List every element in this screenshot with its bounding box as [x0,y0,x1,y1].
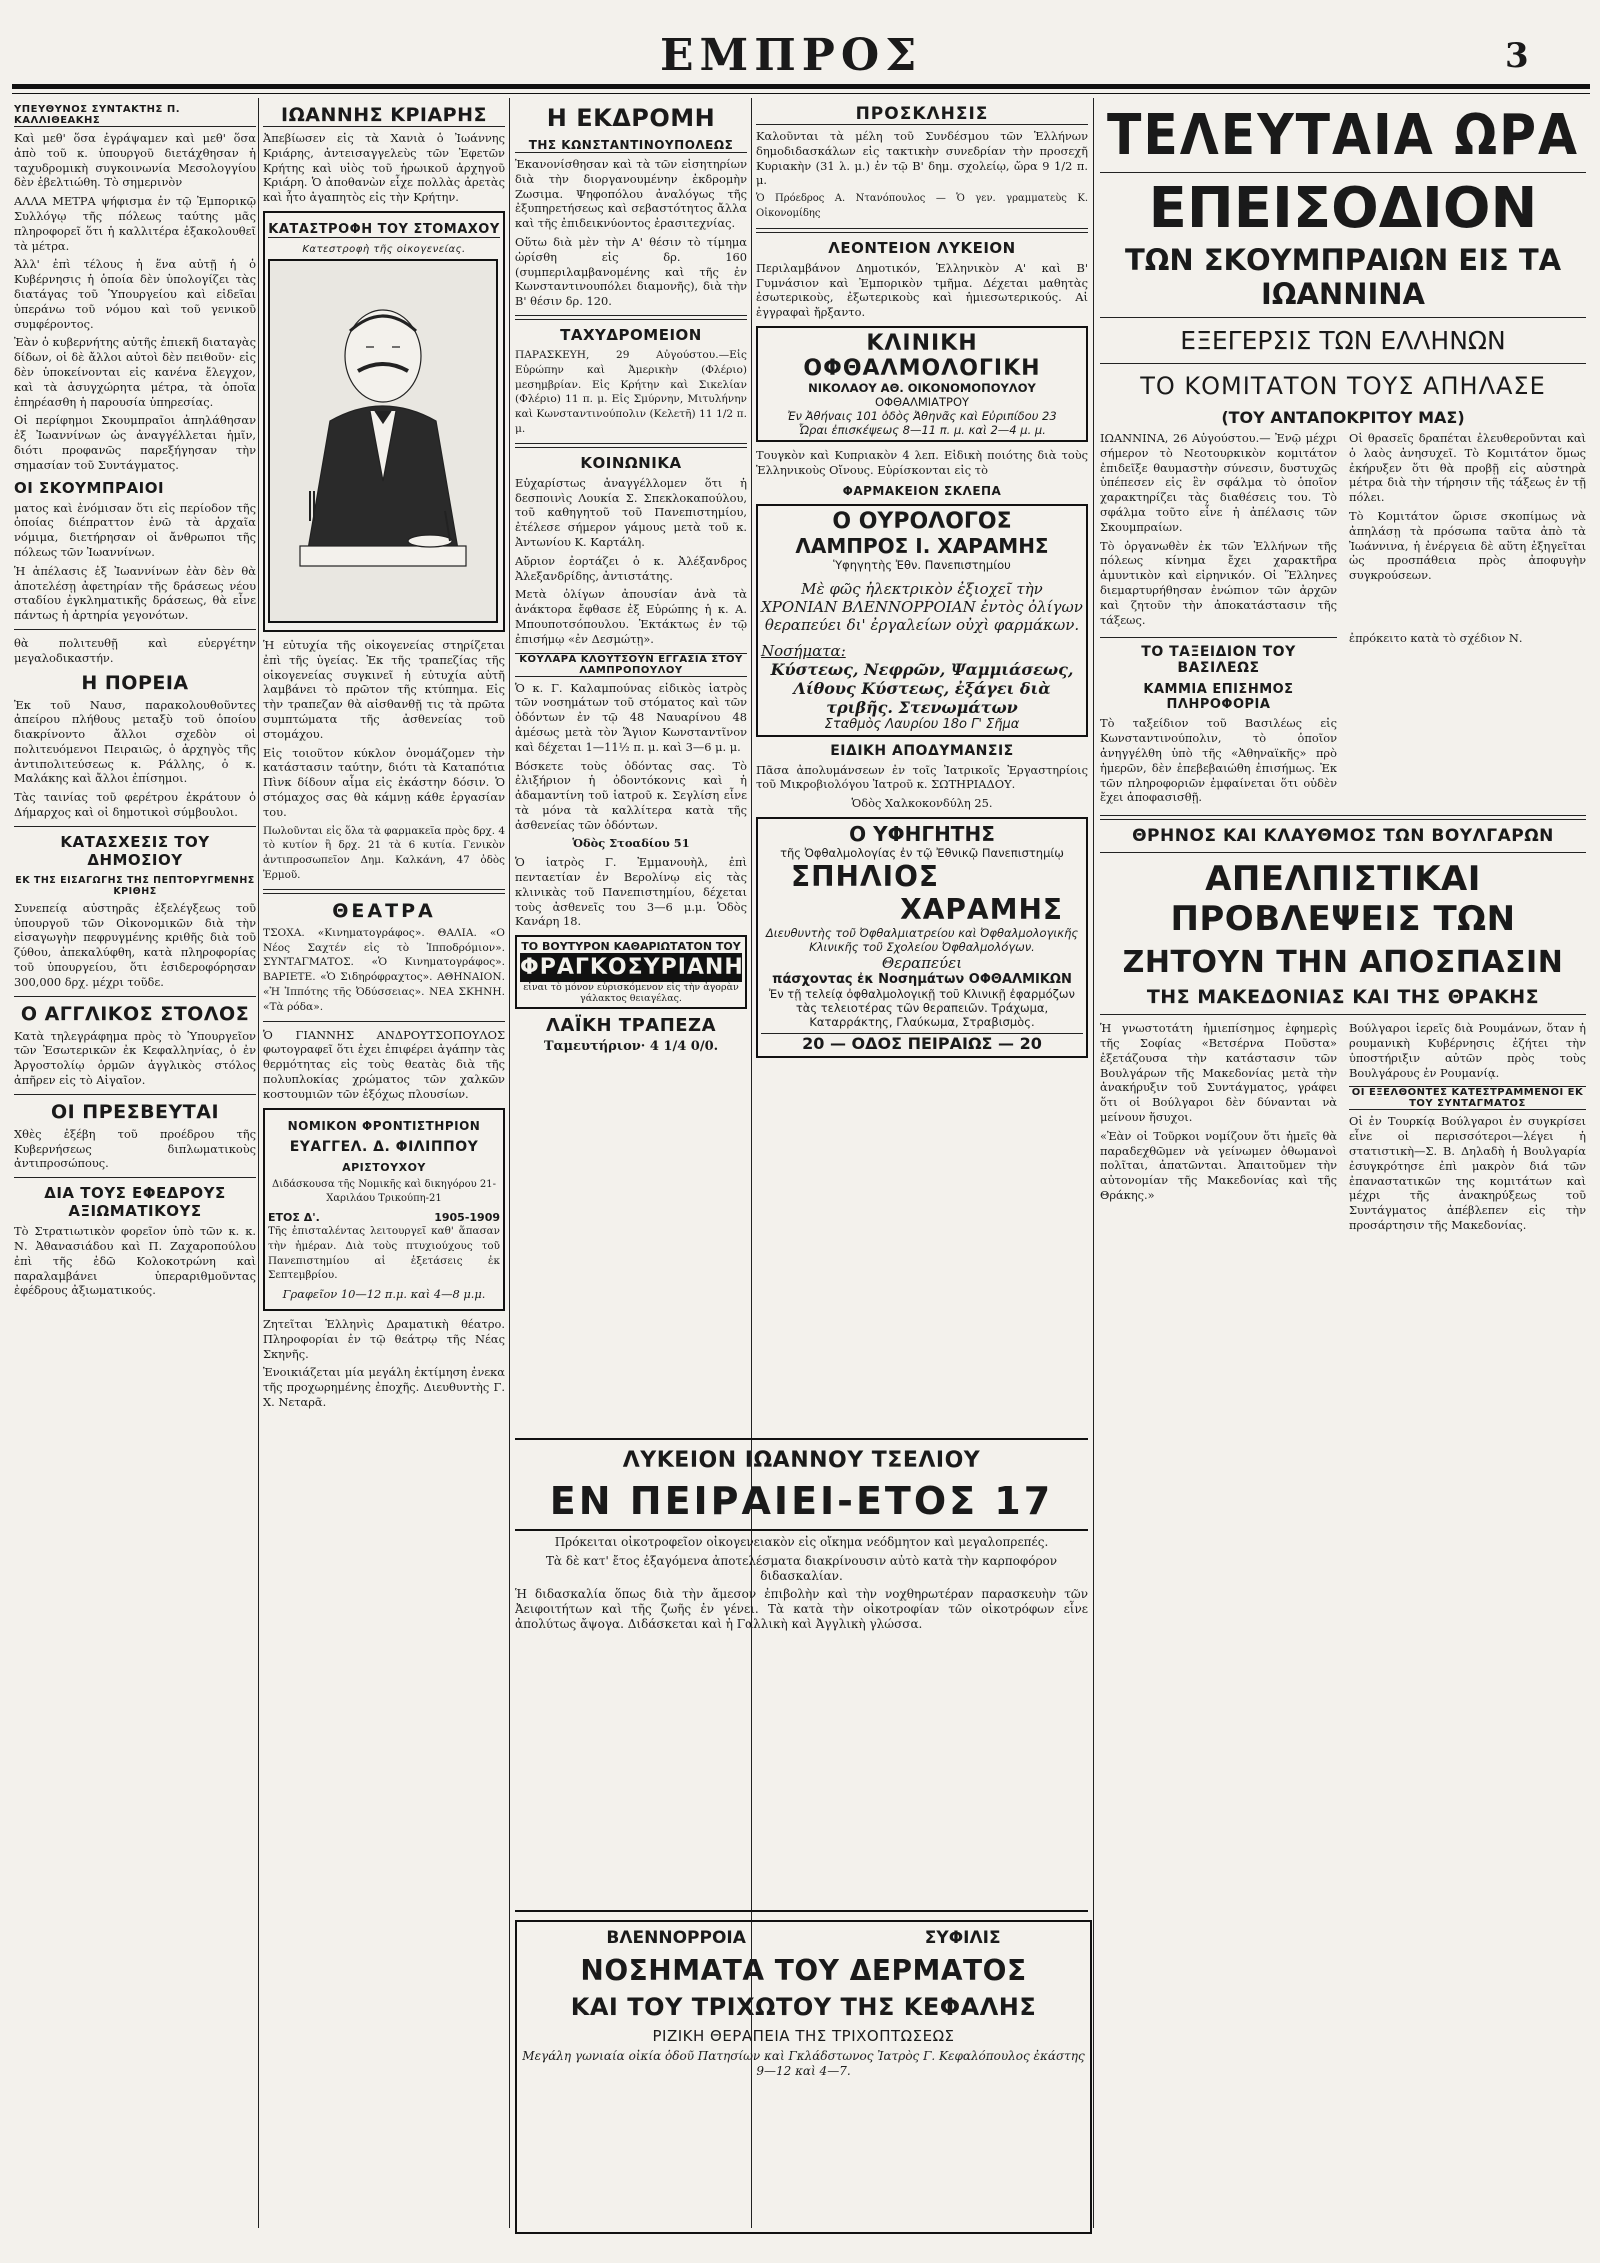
frangosyriani-advert [515,935,747,1009]
headline-theatra: ΘΕΑΤΡΑ [332,899,436,922]
clinic-title-2: ΟΦΘΑΛΜΟΛΟΓΙΚΗ [803,355,1041,381]
subcolumn-left [1100,1021,1337,1237]
clinic-title: ΚΛΙΝΙΚΗ [866,330,978,356]
yfigitis-list: πάσχοντας ἐκ Νοσημάτων ΟΦΘΑΛΜΙΚΩΝ [772,971,1072,987]
savings-rate: Ταμευτήριον· 4 1/4 0/0. [543,1039,719,1055]
double-divider [756,228,1088,233]
tselios-text: Πρόκειται οἰκοτροφεῖον οἰκογενειακὸν εἰς οἴκημα νεόδμητον καὶ μεγαλοπρεπές. [554,1535,1049,1549]
article-text: Αὔριον ἐορτάζει ὁ κ. Ἀλέξανδρος Ἀλεξανδρίδης, ἀντιστάτης. [515,553,747,583]
article-text: ΑΛΛΑ ΜΕΤΡΑ ψήφισμα ἐν τῷ Ἐμπορικῷ Συλλόγῳ τῆς πόλεως ταύτης μᾶς πληροφορεῖ ὅτι ἡ καλλιτέρα ἐξακολουθεῖ τὰ μέτρα. [14,194,256,253]
stomach-advert [263,211,505,632]
column-1 [14,98,256,2238]
frangosyriani-bottom: εἶναι τὸ μόνον εὐρισκόμενον εἰς τὴν ἀγορὰν γάλακτος θειαγέλας. [523,982,739,1005]
article-text: Περιλαμβάνον Δημοτικόν, Ἑλληνικὸν Α' καὶ Β' Γυμνάσιον καὶ Ἐμπορικὸν τμῆμα. Δέχεται μαθητὰς ἐσωτερικοὺς, ἐξωτερικοὺς καὶ ἡμιεσωτερικούς. Αἱ ἐγγραφαὶ ἤρξαντο. [756,260,1088,320]
divider [1100,172,1586,173]
newspaper-title: ΕΜΠΡΟΣ [660,30,923,81]
divider [1100,363,1586,364]
headline-taxydromeion: ΤΑΧΥΔΡΟΜΕΙΟΝ [560,325,702,344]
headline-skoumpraioi: ΟΙ ΣΚΟΥΜΠΡΑΙΟΙ [14,478,165,497]
frangosyriani-name: ΦΡΑΓΚΟΣΥΡΙΑΝΗ [520,955,744,981]
divider [14,1094,256,1095]
headline-poreia: Η ΠΟΡΕΙΑ [81,671,189,694]
dermatology-title: ΝΟΣΗΜΑΤΑ ΤΟΥ ΔΕΡΜΑΤΟΣ [580,1954,1027,1987]
top-rule-thin [12,93,1590,94]
article-text: ἐπρόκειτο κατὰ τὸ σχέδιον Ν. [1349,631,1523,646]
column-3 [515,98,747,1428]
nomikon-name: ΕΥΑΓΓΕΛ. Δ. ΦΙΛΙΠΠΟΥ [289,1138,479,1155]
article-text: Τουγκὸν καὶ Κυπριακὸν 4 λεπ. Εἰδικὴ ποιότης διὰ τοὺς Ἑλληνικοὺς Οἴνους. Εὑρίσκονται εἰς τὸ [756,447,1088,477]
nomikon-etos: ΕΤΟΣ Δ'. [268,1211,320,1225]
article-text: Ὁ ἰατρὸς Γ. Ἐμμανουὴλ, ἐπὶ πενταετίαν ἐν Βερολίνῳ εἰς τὰς κλινικὰς τοῦ Πανεπιστημίου, δέχεται τοὺς ἀσθενεῖς του 3—6 μ.μ. Ὁδὸς Κανάρη 18. [515,855,747,929]
clinic-role: ΟΦΘΑΛΜΙΑΤΡΟΥ [874,394,970,409]
subheadline: ΕΚ ΤΗΣ ΕΙΣΑΓΩΓΗΣ ΤΗΣ ΠΕΠΤΟΡΥΓΜΕΝΗΣ ΚΡΙΘΗΣ [15,874,255,897]
yfigitis-address: 20 — ΟΔΟΣ ΠΕΙΡΑΙΩΣ — 20 [761,1033,1083,1053]
urologist-name: ΛΑΜΠΡΟΣ Ι. ΧΑΡΑΜΗΣ [795,533,1049,558]
article-text: Ἀπεβίωσεν εἰς τὰ Χανιὰ ὁ Ἰωάννης Κριάρης, ἀντεισαγγελεὺς τῶν Ἐφετῶν Κρήτης καὶ υἱὸς τοῦ ἡρωικοῦ ἀρχηγοῦ Κριάρη. Ὁ ἀποθανὼν εἶχε πολλὰς ἀρετὰς καὶ ἦτο ἀγαπητὸς εἰς τὴν Κρήτην. [263,131,505,205]
article-text: Οἱ θρασεῖς δραπέται ἐλευθεροῦνται καὶ ὁ λαὸς ἀνησυχεῖ. Τὸ Κομιτάτον ὅμως ἐκήρυξεν ὅτι θὰ προβῇ εἰς αὐστηρὰ μέτρα διὰ τὴν τήρησιν τῆς τάξεως ἐν τῇ πόλει. [1349,431,1586,505]
column-4 [756,98,1088,1428]
address-line: Ὁδὸς Στοαδίου 51 [572,836,690,851]
page-number: 3 [1505,36,1529,76]
theatre-listings: ΤΣΟΧΑ. «Κινηματογράφος». ΘΑΛΙΑ. «Ο Νέος Σαχτέν εἰς τὸ Ἱπποδρόμιον». ΣΥΝΤΑΓΜΑΤΟΣ. «Ὁ Κινηματογράφος». ΒΑΡΙΕΤΕ. «Ὁ Σιδηρόφραχτος». ΑΘΗΝΑΙΟΝ. «Ἡ Ἱππότης τῆς Ὀδύσσειας». ΝΕΑ ΣΚΗΝΗ. «Τὰ ρόδα». [263,926,505,1013]
article-text: Καλοῦνται τὰ μέλη τοῦ Συνδέσμου τῶν Ἑλλήνων δημοδιδασκάλων εἰς τακτικὴν συνεδρίαν τὴν προσεχῆ Κυριακὴν (31 λ. μ.) ἐν τῷ Β' δημ. σχολείῳ, ὥρα 9 1/2 π. μ. [756,129,1088,188]
urologist-address: Σταθμὸς Λαυρίου 18ο Γ' Σῆμα [824,716,1020,732]
article-text: Ἐκ τοῦ Ναυσ, παρακολουθοῦντες ἀπείρου πλήθους μεταξὺ τοῦ ὁποίου διακρίνοντο ἄλλοι σχεδὸν οἱ πολιτευόμενοι Πειραιῶς, ὁ ἀρχηγὸς τῆς ἀντιπολιτεύσεως κ. Ράλλης, ὁ κ. Μαλάκης καὶ ἄλλοι ἐπίσημοι. [14,697,256,786]
koulara-header: ΚΟΥΛΑΡΑ ΚΛΟΥΤΣΟΥΝ ΕΓΓΑΣΙΑ ΣΤΟΥ ΛΑΜΠΡΟΠΟΥΛΟΥ [515,653,747,677]
dermatology-title-2: ΚΑΙ ΤΟΥ ΤΡΙΧΩΤΟΥ ΤΗΣ ΚΕΦΑΛΗΣ [570,1993,1037,2021]
top-rule [12,84,1590,89]
article-text: Εὐχαρίστως ἀναγγέλλομεν ὅτι ἡ δεσποινὶς Λουκία Σ. Σπεκλοκαπούλου, τοῦ καθηγητοῦ τοῦ Πανεπιστημίου, ἐτέλεσε σήμερον γάμους μετὰ τοῦ κ. Ἀντωνίου Κ. Καρτάλη. [515,475,747,549]
tselios-text: Τὰ δὲ κατ' ἔτος ἐξαγόμενα ἀποτελέσματα διακρίνουσιν αὐτὸ κατὰ τὴν καρποφόρον διδασκαλίαν. [545,1553,1058,1583]
man-at-table-illustration [270,261,496,621]
portrait-illustration [268,259,498,623]
article-text: Οὕτω διὰ μὲν τὴν Α' θέσιν τὸ τίμημα ὡρίσθη εἰς δρ. 160 (συμπεριλαμβανομένης καὶ τῆς ἐν Κωνσταντινουπόλει διαμονῆς), διὰ τὴν Β' θέσιν δρ. 120. [515,234,747,309]
headline-kriaris: ΙΩΑΝΝΗΣ ΚΡΙΑΡΗΣ [263,104,505,127]
nomikon-text: Τῆς ἐπισταλέντας λειτουργεῖ καθ' ἅπασαν τὴν ἡμέραν. Διὰ τοὺς πτυχιούχους τοῦ Πανεπιστημίου αἱ ἐξετάσεις ἐκ Σεπτεμβρίου. [268,1225,500,1282]
subcolumn-right [1349,631,1586,809]
yfigitis-therapy-label: Θεραπεύει [881,953,963,972]
headline-epeisodion: ΕΠΕΙΣΟΔΙΟΝ [1148,176,1538,241]
double-divider [263,889,505,894]
urologist-text: Μὲ φῶς ἠλεκτρικὸν ἐξιοχεῖ τὴν ΧΡΟΝΙΑΝ ΒΛΕΝΝΟΡΡΟΙΑΝ ἐντὸς ὀλίγων θεραπεύει δι' ἐργαλείων οὐχὶ φαρμάκων. [761,579,1083,634]
two-column-block [1100,1021,1586,1237]
headline-zitoun: ΖΗΤΟΥΝ ΤΗΝ ΑΠΟΣΠΑΣΙΝ [1122,945,1564,981]
article-text: Πωλοῦνται εἰς ὅλα τὰ φαρμακεῖα πρὸς δρχ. 4 τὸ κυτίον ἢ δρχ. 21 τὰ 6 κυτία. Γενικὸν ἀντιπροσωπεῖον Δημ. Καλκάνη, 47 ὁδὸς Ἑρμοῦ. [263,824,505,881]
headline-prosklisis: ΠΡΟΣΚΛΗΣΙΣ [756,104,1088,125]
headline-makedonias: ΤΗΣ ΜΑΚΕΔΟΝΙΑΣ ΚΑΙ ΤΗΣ ΘΡΑΚΗΣ [1146,986,1540,1009]
article-text: Κατὰ τηλεγράφημα πρὸς τὸ Ὑπουργεῖον τῶν Ἐσωτερικῶν ἐκ Κεφαλληνίας, ὁ ἐν Ἀργοστολίῳ ὁρμῶν ἀγγλικὸς στόλος ἀπῆρεν εἰς τὸ Αἰγαῖον. [14,1028,256,1088]
clinic-doctor: ΝΙΚΟΛΑΟΥ ΑΘ. ΟΙΚΟΝΟΜΟΠΟΥΛΟΥ [808,380,1036,395]
article-text: Οἱ περίφημοι Σκουμπραῖοι ἀπηλάθησαν ἐξ Ἰωαννίνων ὡς ἀναγγέλλεται ἡμῖν, διότι προφανῶς παρεξήγησαν τὴν σημασίαν τοῦ Συντάγματος. [14,413,256,472]
yfigitis-text-2: Ἐν τῇ τελείᾳ ὀφθαλμολογικῇ τοῦ Κλινικῇ ἐφαρμόζων τὰς τελειοτέρας τῶν θεραπειῶν. Τράχωμα, Καταρράκτης, Γλαύκωμα, Στραβισμὸς. [769,986,1075,1029]
divider [1100,637,1337,638]
divider [14,1177,256,1178]
yfigitis-sub: τῆς Ὀφθαλμολογίας ἐν τῷ Ἐθνικῷ Πανεπιστημίῳ [780,845,1064,860]
subcolumn-right [1349,1021,1586,1237]
headline-efedroi: ΔΙΑ ΤΟΥΣ ΕΦΕΔΡΟΥΣ ΑΞΙΩΜΑΤΙΚΟΥΣ [44,1184,226,1221]
article-text: Ζητεῖται Ἑλληνὶς Δραματικὴ θέατρο. Πληροφορίαι ἐν τῷ θεάτρῳ τῆς Νέας Σκηνῆς. [263,1317,505,1361]
two-column-block [1100,631,1586,809]
headline-antapokritou: (ΤΟΥ ΑΝΤΑΠΟΚΡΙΤΟΥ ΜΑΣ) [1221,408,1465,427]
headline-taxeidion: ΤΟ ΤΑΞΕΙΔΙΟΝ ΤΟΥ ΒΑΣΙΛΕΩΣ [1141,644,1296,677]
article-text: Ἡ ἀπέλασις ἐξ Ἰωαννίνων ἐὰν δὲν θὰ ἀποτελέσῃ ἀφετηρίαν τῆς δράσεως νέου σταδίου ἐγκληματικῆς δράσεως, θὰ εἶνε πάντως ἡ ἀρτηρία γεγονότων. [14,563,256,623]
headline-teleutaia-ora: ΤΕΛΕΥΤΑΙΑ ΩΡΑ [1106,103,1580,168]
headline-koinonika: ΚΟΙΝΩΝΙΚΑ [580,453,682,472]
urologist-title: Ο ΟΥΡΟΛΟΓΟΣ [832,508,1012,534]
article-text: Τὸ Στρατιωτικὸν φορεῖον ὑπὸ τῶν κ. κ. Ν. Ἀθανασιάδου καὶ Π. Ζαχαροπούλου ἐπὶ τῆς ἐδῶ Κολοκοτρώνη καὶ παραλαμβάνει ὑπεραριθμοῦντας ἐφέδρους ἀξιωματικούς. [14,1224,256,1298]
article-text: «Ἐὰν οἱ Τοῦρκοι νομίζουν ὅτι ἡμεῖς θὰ παραδεχθῶμεν νὰ γείνωμεν ὀθωμανοὶ πολῖται, ἀπατῶνται. Ἀπαιτοῦμεν τὴν αὐτονομίαν τῆς Μακεδονίας καὶ τῆς Θράκης.» [1100,1128,1337,1202]
urologist-diseases-label: Νοσήματα: [761,641,846,660]
headline-kammia: ΚΑΜΜΙΑ ΕΠΙΣΗΜΟΣ ΠΛΗΡΟΦΟΡΙΑ [1143,682,1294,713]
clinic-advert [756,326,1088,442]
article-text: Καὶ μεθ' ὅσα ἐγράψαμεν καὶ μεθ' ὅσα ἀπὸ τοῦ κ. ὑπουργοῦ διετάχθησαν ἡ ταχυδρομικὴ συγκοινωνία Μεσολογγίου δὲν ἐβελτιώθη. Τὸ σημερινὸν [14,131,256,190]
headline-ekdromi: Η ΕΚΔΡΟΜΗ [546,104,716,132]
article-text: Χθὲς ἐξέβη τοῦ προέδρου τῆς Κυβερνήσεως διπλωματικοὺς ἀντιπροσώπους. [14,1126,256,1171]
article-text: Ἐὰν ὁ κυβερνήτης αὐτῆς ἐπιεκῆ διαταγὰς δίδων, οἱ δὲ ἄλλοι αὐτοὶ δὲν πειθοῦν· εἰς δὲν ὑποκείνονται εἰς κανένα ἔλεγχον, καὶ τὰ ἀσυγχώρητα μέτρα, τὰ ὁποῖα ἐπηρέασθη ἡ παρουσία ὑπηρεσίας. [14,335,256,409]
subcolumn-left [1100,431,1337,631]
nomikon-hours: Γραφεῖον 10—12 π.μ. καὶ 4—8 μ.μ. [282,1287,486,1302]
article-text: ΙΩΑΝΝΙΝΑ, 26 Αὐγούστου.— Ἐνῷ μέχρι σήμερον τὸ Νεοτουρκικὸν κομιτάτον ἐπιδεῖξε θαυμαστὴν σύνεσιν, δυστυχῶς ὑπέπεσεν εἰς ἓν σφάλμα τὸ ὁποῖον χαρακτηρίζει τὰς διαθέσεις του. Τὸ σφάλμα τοῦτο εἶνε ἡ ἀπέλασις τῶν Σκουμπραίων. [1100,431,1337,534]
nomikon-title: ΝΟΜΙΚΟΝ ΦΡΟΝΤΙΣΤΗΡΙΟΝ [287,1118,481,1133]
yfigitis-first-name: ΣΠΗΛΙΟΣ [791,859,940,893]
article-text: Ὁ ΓΙΑΝΝΗΣ ΑΝΔΡΟΥΤΣΟΠΟΥΛΟΣ φωτογραφεῖ ὅτι ἐχει ἐπιφέρει ἀγάπην τὰς θερμότητας εἰς τοὺς θεατὰς διὰ τῆς πολυπλοκίας χρώματος τῶν χαλκῶν κοστουμιῶν τῶν ἐξόχως πλουσίων. [263,1027,505,1101]
nomikon-address: Διδάσκουσα τῆς Νομικῆς καὶ δικηγόρου 21-Χαριλάου Τρικούπη-21 [272,1178,496,1205]
divider [1100,1014,1586,1015]
divider [14,826,256,827]
article-text: Τὸ Κομιτάτον ὥρισε σκοπίμως νὰ ἀπηλάσῃ τὰ πρόσωπα ταῦτα ἀπὸ τὰ Ἰωάννινα, ἡ ἐνέργεια δὲ αὕτη ἐξηγεῖται ὡς προσπάθεια πρὸς ἀποφυγὴν συγκρούσεων. [1349,508,1586,583]
dermatology-header-row [517,1928,1090,1948]
dermatology-advert [515,1920,1092,2234]
headline-thrinos: ΘΡΗΝΟΣ ΚΑΙ ΚΛΑΥΘΜΟΣ ΤΩΝ ΒΟΥΛΓΑΡΩΝ [1132,826,1554,847]
article-text: Ἡ εὐτυχία τῆς οἰκογενείας στηρίζεται ἐπὶ τῆς ὑγείας. Ἐκ τῆς τραπεζίας τῆς οἰκογενείας συγκινεῖ ἡ εὐτυχία αὐτῆ λαμβάνει τὸ πρῶτον τῆς κτύπημα. Εἰς τὴν τραπεζαν θὰ αἰσθανθῇ τις τὰ πρῶτα συμπτώματα τῆς ἀσθενείας τοῦ στομάχου. [263,637,505,741]
article-text: ματος καὶ ἐνόμισαν ὅτι εἰς περίοδον τῆς ὁποίας διέπραττον ἐνῶ τὰ ἀρχαῖα νόμιμα, διετήρησαν οἱ ἄνθρωποι τῆς πόλεως τῶν Ἰωαννίνων. [14,500,256,559]
headline-skoumpraion: ΤΩΝ ΣΚΟΥΜΠΡΑΙΩΝ ΕΙΣ ΤΑ ΙΩΑΝΝΙΝΑ [1124,243,1562,311]
article-text: Βόσκετε τοὺς ὀδόντας σας. Τὸ ἐλιξήριον ἡ ὀδοντόκονις καὶ ἡ ἀδαμαντίνη τοῦ ἰατροῦ κ. Σεγλίση εἶνε τὰ μόνα τὰ καλλίτερα κατὰ τῆς ἀσθενείας τῶν ὀδόντων. [515,758,747,832]
double-divider [515,443,747,448]
article-text: Τὸ ταξείδιον τοῦ Βασιλέως εἰς Κωνσταντινούπολιν, τὸ ὁποῖον ἀνηγγέλθη ὑπὸ τῆς «Ἀθηναϊκῆς» πρὸ ἡμερῶν, δὲν ἐπεβεβαιώθη ἐπισήμως. Ἐκ τῶν πληροφοριῶν ἐμφαίνεται ὅτι οὐδὲν ἔχει ἀποφασισθῇ. [1100,716,1337,805]
headline-laiki-trapeza: ΛΑΪΚΗ ΤΡΑΠΕΖΑ [545,1015,717,1037]
divider [14,996,256,997]
byline: ΥΠΕΥΘΥΝΟΣ ΣΥΝΤΑΚΤΗΣ Π. ΚΑΛΛΙΘΕΑΚΗΣ [14,104,256,127]
pharmacy-name: ΦΑΡΜΑΚΕΙΟΝ ΣΚΛΕΠΑ [842,483,1002,498]
clinic-hours: Ὧραι ἐπισκέψεως 8—11 π. μ. καὶ 2—4 μ. μ. [798,422,1046,437]
dermatology-blenn: ΒΛΕΝΝΟΡΡΟΙΑ [606,1928,746,1948]
column-2 [263,98,505,2238]
signatures: Ὁ Πρόεδρος Α. Ντανόπουλος — Ὁ γεν. γραμματεὺς Κ. Οἰκονομίδης [756,193,1088,219]
clinic-address: Ἐν Ἀθήναις 101 ὁδὸς Ἀθηνᾶς καὶ Εὐριπίδου 23 [787,408,1057,423]
nomikon-years: 1905-1909 [434,1211,500,1225]
divider [1100,317,1586,318]
column-divider [509,98,510,2228]
headline-leonteion: ΛΕΟΝΤΕΙΟΝ ΛΥΚΕΙΟΝ [828,238,1016,257]
article-text: Ἡ γνωστοτάτη ἡμιεπίσημος ἐφημερὶς τῆς Σοφίας «Βετσέρνα Ποῦστα» ἐξετάζουσα τὴν κατάστασιν τῶν Βουλγάρων τῆς Μακεδονίας μετὰ τὴν ἀνακήρυξιν τοῦ Συντάγματος, γράφει ὅτι οἱ Βούλγαροι δὲν δύνανται νὰ μείνουν ἥσυχοι. [1100,1021,1337,1124]
headline-presveutai: ΟΙ ΠΡΕΣΒΕΥΤΑΙ [50,1100,220,1123]
yfigitis-text: Διευθυντὴς τοῦ Ὀφθαλμιατρείου καὶ Ὀφθαλμολογικῆς Κλινικῆς τοῦ Σχολείου Ὀφθαλμολόγων. [765,925,1079,954]
nomikon-subname: ΑΡΙΣΤΟΥΧΟΥ [342,1160,426,1174]
column-5 [1100,98,1586,2238]
yfigitis-title: Ο ΥΦΗΓΗΤΗΣ [849,821,995,846]
article-text: Οἱ ἐν Τουρκίᾳ Βούλγαροι ἐν συγκρίσει εἶνε οἱ περισσότεροι—λέγει ἡ στατιστικὴ—Σ. Β. Δηλαδὴ ἡ Βουλγαρία ἐσυγκρότησε ἐπὶ μακρὸν διά τῶν ἐπαναστατικῶν της κομιτάτων καὶ μέχρι τῆς ἀνακηρύξεως τοῦ Συντάγματος ἀπέβλεπεν εἰς τὴν προσάρτησιν τῆς Μακεδονίας. [1349,1114,1586,1232]
column-divider [1093,98,1094,2228]
headline-apelpistikai: ΑΠΕΛΠΙΣΤΙΚΑΙ ΠΡΟΒΛΕΨΕΙΣ ΤΩΝ [1170,859,1516,940]
address-line: Ὁδὸς Χαλκοκονδύλη 25. [851,796,993,811]
double-divider [1100,815,1586,820]
urologist-role: Ὑφηγητὴς Ἐθν. Πανεπιστημίου [833,557,1011,572]
nomikon-year-row [268,1211,500,1224]
divider [14,629,256,630]
divider [1100,852,1586,853]
advert-title: ΚΑΤΑΣΤΡΟΦΗ ΤΟΥ ΣΤΟΜΑΧΟΥ [268,221,500,237]
dermatology-syfilis: ΣΥΦΙΛΙΣ [924,1928,1001,1948]
two-column-block [1100,431,1586,631]
dermatology-address: Μεγάλη γωνιαία οἰκία ὁδοῦ Πατησίων καὶ Γκλάδστωνος Ἰατρὸς Γ. Κεφαλόπουλος ἐκάστης 9—12 καὶ 4—7. [522,2049,1085,2078]
article-text: Ἀλλ' ἐπὶ τέλους ἡ ἕνα αὐτῇ ἡ ὁ Κυβέρνησις ἡ ὁποία δὲν ὑπολογίζει τὰς διατάγας τοῦ Ὑπουργείου καὶ εἰδεῖαι ὑπεράνω τοῦ νόμου καὶ τοῦ γενικοῦ συμφέροντος. [14,257,256,331]
urologist-diseases: Κύστεως, Νεφρῶν, Ψαμμιάσεως, Λίθους Κύστεως, ἐξάγει διὰ τριβῆς. Στενωμάτων [770,659,1074,717]
double-divider [515,315,747,320]
column-divider [258,98,259,2228]
subcolumn-right [1349,431,1586,631]
article-text: Πᾶσα ἀπολυμάνσεων ἐν τοῖς Ἰατρικοῖς Ἐργαστηρίοις τοῦ Μικροβιολόγου Ἰατροῦ κ. ΣΩΤΗΡΙΑΔΟΥ. [756,762,1088,792]
article-text: Τὸ ὀργανωθὲν ἐκ τῶν Ἑλλήνων τῆς πόλεως κίνημα ἔχει χαρακτῆρα ἀμυντικὸν καὶ εἰρηνικόν. Οἱ Ἕλληνες διεμαρτυρήθησαν ἐνώπιον τῶν ἀρχῶν καὶ ζητοῦν τὴν ἀποκατάστασιν τῆς τάξεως. [1100,538,1337,627]
article-text: Ἐκανονίσθησαν καὶ τὰ τῶν εἰσητηρίων διὰ τὴν διοργανουμένην ἐκδρομὴν Ζωσιμα. Ψηφοπόλου ἀναλόγως τῆς ἐξυπηρετήσεως καὶ σεβαστότητος ἄλλα καὶ τῆς ἐπιδεικνύοντος ἐρασιτεχνίας. [515,157,747,231]
article-text: Ὁ κ. Γ. Καλαμπούνας εἰδικὸς ἰατρὸς τῶν νοσημάτων τοῦ στόματος καὶ τῶν ὀδόντων ἐν τῷ 48 Ναυαρίνου 48 ἀμέσως μετὰ τὸν Ἅγιον Κωνσταντῖνον καὶ δέχεται 1—11½ π. μ. καὶ 3—6 μ. μ. [515,680,747,754]
headline-katasxesis: ΚΑΤΑΣΧΕΣΙΣ ΤΟΥ ΔΗΜΟΣΙΟΥ [60,832,210,869]
tselios-subtitle: ΕΝ ΠΕΙΡΑΙΕΙ-ΕΤΟΣ 17 [515,1479,1088,1531]
divider [263,1021,505,1022]
headline-exelthontes: ΟΙ ΕΞΕΛΘΟΝΤΕΣ ΚΑΤΕΣΤΡΑΜΜΕΝΟΙ ΕΚ ΤΟΥ ΣΥΝΤΑΓΜΑΤΟΣ [1349,1086,1586,1110]
tselios-title: ΛΥΚΕΙΟΝ ΙΩΑΝΝΟΥ ΤΣΕΛΙΟΥ [622,1448,981,1473]
headline-exegersis: ΕΞΕΓΕΡΣΙΣ ΤΩΝ ΕΛΛΗΝΩΝ [1180,326,1506,355]
headline-komitaton: ΤΟ ΚΟΜΙΤΑΤΟΝ ΤΟΥΣ ΑΠΗΛΑΣΕ [1140,372,1546,400]
article-text: Συνεπείᾳ αὐστηρᾶς ἐξελέγξεως τοῦ ὑπουργοῦ τῶν Οἰκονομικῶν διὰ τὴν εἰσαγωγὴν πεφρυγμένης κριθῆς διὰ τοῦ ζύθου, ἀπεκαλύφθη, κατὰ πληροφορίας τοῦ ὑπουργείου, ὅτι ἐσιδεροφόρησαν 300,000 δρχ. μέχρι τοῦδε. [14,900,256,989]
subheadline: ΤΗΣ ΚΩΝΣΤΑΝΤΙΝΟΥΠΟΛΕΩΣ [515,138,747,153]
subcolumn-left [1100,631,1337,809]
article-text: θὰ πολιτευθῇ καὶ εὐεργέτην μεγαλοδικαστήν. [14,635,256,665]
article-text: Τὰς ταινίας τοῦ φερέτρου ἐκράτουν ὁ Δήμαρχος καὶ οἱ δημοτικοὶ σύμβουλοι. [14,790,256,820]
tselios-lyceum-advert [515,1438,1088,1912]
masthead [0,0,1600,80]
article-text: Ἐνοικιάζεται μία μεγάλη ἐκτίμηση ἐνεκα τῆς προχωρημένης ἐποχῆς. Διευθυντὴς Γ. Χ. Νεταρᾶ. [263,1365,505,1410]
post-schedule: ΠΑΡΑΣΚΕΥΗ, 29 Αὐγούστου.—Εἰς Εὐρώπην καὶ Ἀμερικὴν (Φλέριο) μεσημβρίαν. Εἰς Κρήτην καὶ Σικελίαν (Φλέριο) 11 π. μ. Εἰς Σμύρνην, Μιτυλήνην καὶ Κωνσταντινούπολιν (Κελετῆ) 11 1/2 π. μ. [515,348,747,435]
dermatology-subtitle: ΡΙΖΙΚΗ ΘΕΡΑΠΕΙΑ ΤΗΣ ΤΡΙΧΟΠΤΩΣΕΩΣ [652,2027,955,2045]
article-text: Μετὰ ὀλίγων ἀπουσίαν ἀνὰ τὰ ἀνάκτορα ἔφθασε ἐξ Εὐρώπης ἡ κ. Α. Μπουποτσόπουλου. Ἐκτάκτως ἐν τῷ ἐπισήμῳ «ἐν Δεσμώτῃ». [515,587,747,646]
headline-stolos: Ο ΑΓΓΛΙΚΟΣ ΣΤΟΛΟΣ [20,1002,250,1025]
article-text: Εἰς τοιοῦτον κύκλον ὀνομάζομεν τὴν κατάστασιν ταύτην, διότι τὰ Καταπότια Πὶνκ δίδουν αἷμα εἰς ἐκάστην δόσιν. Ὁ στόμαχος σας θὰ κάμνῃ κάθε ἐργασίαν του. [263,745,505,819]
frangosyriani-top: ΤΟ ΒΟΥΤΥΡΟΝ ΚΑΘΑΡΙΩΤΑΤΟΝ ΤΟΥ [521,940,741,954]
yfigitis-last-name: ΧΑΡΑΜΗΣ [900,892,1063,926]
nomikon-advert [263,1108,505,1312]
urologist-advert [756,504,1088,737]
tselios-text: Ἡ διδασκαλία ὅπως διὰ τὴν ἄμεσον ἐπιβολὴν καὶ τὴν νοχθηρωτέραν παρασκευὴν τῶν Ἀειφοιτήτων καὶ τῆς ζωῆς ἐν γένει. Τὰ κατὰ τὴν οἰκοτροφίαν τῶν οἰκοτρόφων εἶνε ἀπολύτως ἄψογα. Διδάσκεται καὶ ἡ Γαλλικὴ καὶ Ἀγγλικὴ γλώσσα. [515,1587,1088,1631]
advert-subtitle: Κατεστροφὴ τῆς οἰκογενείας. [302,243,466,255]
article-text: Βούλγαροι ἱερεῖς διὰ Ρουμάνων, ὅταν ἡ ρουμανικὴ Κυβέρνησις ἐζήτει τὴν ὑποστήριξιν αὐτῶν πρὸς τοὺς Βουλγάρους ἐν Ρουμανίᾳ. [1349,1021,1586,1080]
headline-apolymansis: ΕΙΔΙΚΗ ΑΠΟΔΥΜΑΝΣΙΣ [830,742,1014,759]
ophthalmologist-advert [756,817,1088,1058]
